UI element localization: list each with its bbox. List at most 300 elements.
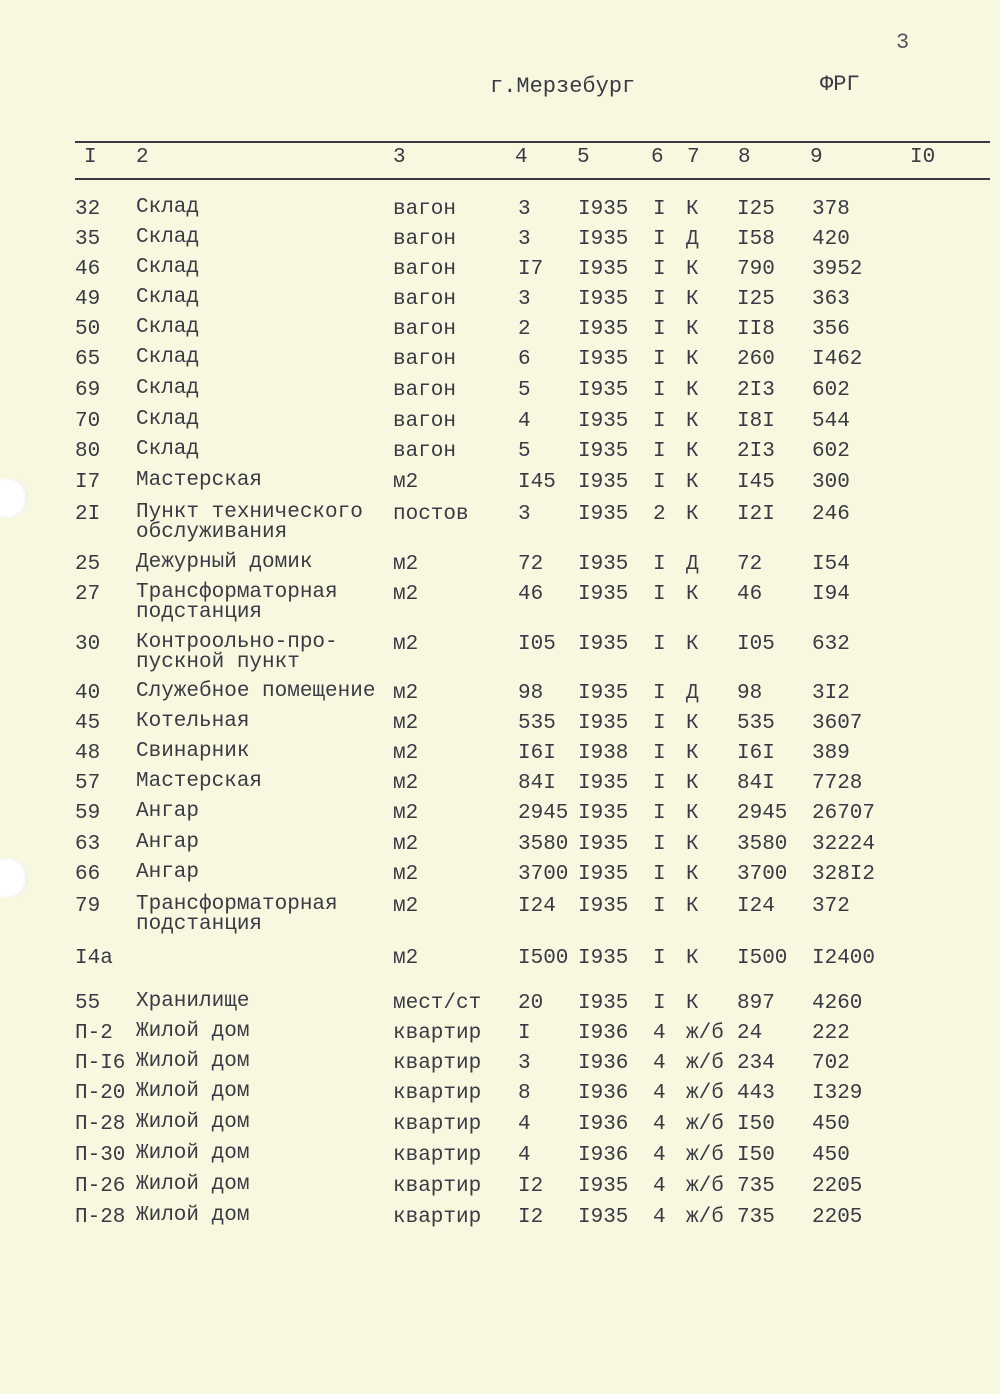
quantity: I24 — [518, 895, 556, 918]
table-row — [0, 895, 1000, 947]
column-7-value: К — [686, 742, 699, 765]
quantity: 4 — [518, 1113, 531, 1136]
row-number: 66 — [75, 863, 101, 886]
unit: м2 — [393, 633, 419, 656]
column-7-value: К — [686, 258, 699, 281]
year-built: I935 — [578, 833, 629, 856]
column-9-value: 7728 — [812, 772, 863, 795]
column-8-value: I25 — [737, 288, 775, 311]
column-9-value: 450 — [812, 1113, 850, 1136]
unit: квартир — [393, 1175, 482, 1198]
column-8-value: I58 — [737, 228, 775, 251]
quantity: 3 — [518, 228, 531, 251]
table-row — [0, 947, 1000, 973]
year-built: I936 — [578, 1082, 629, 1105]
year-built: I935 — [578, 863, 629, 886]
object-name: Трансформаторная подстанция — [136, 581, 338, 624]
quantity: 3 — [518, 503, 531, 526]
year-built: I935 — [578, 1206, 629, 1229]
object-name: Дежурный домик — [136, 551, 313, 574]
column-number: 9 — [810, 146, 823, 169]
quantity: 46 — [518, 583, 544, 606]
year-built: I935 — [578, 440, 629, 463]
column-8-value: 535 — [737, 712, 775, 735]
unit: квартир — [393, 1113, 482, 1136]
column-6-value: 4 — [653, 1175, 666, 1198]
column-9-value: 602 — [812, 379, 850, 402]
unit: м2 — [393, 947, 419, 970]
column-6-value: I — [653, 772, 666, 795]
unit: мест/ст — [393, 992, 482, 1015]
quantity: 535 — [518, 712, 556, 735]
object-name: Склад — [136, 226, 200, 249]
year-built: I935 — [578, 1175, 629, 1198]
column-7-value: К — [686, 379, 699, 402]
table-row — [0, 802, 1000, 828]
quantity: 2 — [518, 318, 531, 341]
table-row — [0, 348, 1000, 374]
column-7-value: К — [686, 633, 699, 656]
column-9-value: 356 — [812, 318, 850, 341]
column-7-value: К — [686, 440, 699, 463]
object-name: Трансформаторная подстанция — [136, 893, 338, 936]
object-name: Склад — [136, 438, 200, 461]
quantity: 84I — [518, 772, 556, 795]
object-name: Жилой дом — [136, 1020, 250, 1043]
column-6-value: I — [653, 471, 666, 494]
row-number: П-28 — [75, 1206, 126, 1229]
column-8-value: 98 — [737, 682, 763, 705]
quantity: 4 — [518, 1144, 531, 1167]
column-8-value: I05 — [737, 633, 775, 656]
unit: вагон — [393, 258, 457, 281]
row-number: 59 — [75, 802, 101, 825]
column-7-value: К — [686, 833, 699, 856]
column-9-value: 246 — [812, 503, 850, 526]
unit: м2 — [393, 712, 419, 735]
row-number: 32 — [75, 198, 101, 221]
column-9-value: 602 — [812, 440, 850, 463]
column-number: 5 — [577, 146, 590, 169]
quantity: 98 — [518, 682, 544, 705]
column-number: I — [84, 146, 97, 169]
column-8-value: I500 — [737, 947, 788, 970]
column-8-value: 735 — [737, 1206, 775, 1229]
row-number: 2I — [75, 503, 101, 526]
row-number: 48 — [75, 742, 101, 765]
column-7-value: К — [686, 947, 699, 970]
column-8-value: I45 — [737, 471, 775, 494]
row-number: 27 — [75, 583, 101, 606]
year-built: I935 — [578, 228, 629, 251]
column-6-value: I — [653, 992, 666, 1015]
row-number: 49 — [75, 288, 101, 311]
column-9-value: 222 — [812, 1022, 850, 1045]
table-row — [0, 1082, 1000, 1108]
column-8-value: 2I3 — [737, 440, 775, 463]
object-name: Ангар — [136, 861, 200, 884]
quantity: I05 — [518, 633, 556, 656]
column-9-value: 544 — [812, 410, 850, 433]
year-built: I935 — [578, 682, 629, 705]
column-6-value: 4 — [653, 1082, 666, 1105]
year-built: I935 — [578, 895, 629, 918]
table-row — [0, 258, 1000, 284]
unit: квартир — [393, 1082, 482, 1105]
object-name: Склад — [136, 256, 200, 279]
table-row — [0, 1206, 1000, 1232]
year-built: I936 — [578, 1144, 629, 1167]
column-number: 3 — [393, 146, 406, 169]
row-number: 50 — [75, 318, 101, 341]
column-9-value: 300 — [812, 471, 850, 494]
table-row — [0, 503, 1000, 555]
table-row — [0, 1144, 1000, 1170]
quantity: 5 — [518, 379, 531, 402]
column-9-value: I329 — [812, 1082, 863, 1105]
table-row — [0, 379, 1000, 405]
column-9-value: 2205 — [812, 1175, 863, 1198]
column-7-value: Д — [686, 553, 699, 576]
column-8-value: 24 — [737, 1022, 763, 1045]
row-number: 30 — [75, 633, 101, 656]
column-6-value: 4 — [653, 1052, 666, 1075]
table-row — [0, 682, 1000, 708]
quantity: I45 — [518, 471, 556, 494]
table-row — [0, 410, 1000, 436]
column-number: 8 — [738, 146, 751, 169]
object-name: Склад — [136, 408, 200, 431]
table-row — [0, 440, 1000, 466]
quantity: 8 — [518, 1082, 531, 1105]
column-6-value: I — [653, 712, 666, 735]
column-7-value: К — [686, 863, 699, 886]
year-built: I935 — [578, 348, 629, 371]
column-6-value: I — [653, 863, 666, 886]
quantity: I2 — [518, 1206, 544, 1229]
column-6-value: I — [653, 802, 666, 825]
column-8-value: 72 — [737, 553, 763, 576]
row-number: П-30 — [75, 1144, 126, 1167]
quantity: 3 — [518, 288, 531, 311]
year-built: I935 — [578, 802, 629, 825]
object-name: Склад — [136, 286, 200, 309]
row-number: 55 — [75, 992, 101, 1015]
column-7-value: К — [686, 471, 699, 494]
column-8-value: I50 — [737, 1113, 775, 1136]
table-row — [0, 742, 1000, 768]
object-name: Контроольно-про- пускной пункт — [136, 631, 338, 674]
object-name: Мастерская — [136, 469, 263, 492]
year-built: I935 — [578, 772, 629, 795]
header-top-rule — [75, 141, 990, 143]
quantity: I6I — [518, 742, 556, 765]
column-7-value: К — [686, 503, 699, 526]
quantity: 3580 — [518, 833, 569, 856]
column-6-value: I — [653, 288, 666, 311]
column-6-value: 4 — [653, 1113, 666, 1136]
unit: постов — [393, 503, 469, 526]
column-9-value: 632 — [812, 633, 850, 656]
object-name: Хранилище — [136, 990, 250, 1013]
year-built: I935 — [578, 258, 629, 281]
column-8-value: I2I — [737, 503, 775, 526]
column-9-value: 420 — [812, 228, 850, 251]
column-7-value: ж/б — [686, 1022, 724, 1045]
column-9-value: 26707 — [812, 802, 876, 825]
column-9-value: 378 — [812, 198, 850, 221]
object-name: Мастерская — [136, 770, 263, 793]
quantity: I500 — [518, 947, 569, 970]
column-7-value: К — [686, 895, 699, 918]
row-number: 45 — [75, 712, 101, 735]
column-8-value: 2I3 — [737, 379, 775, 402]
table-row — [0, 288, 1000, 314]
row-number: 63 — [75, 833, 101, 856]
column-9-value: 3607 — [812, 712, 863, 735]
object-name: Ангар — [136, 800, 200, 823]
column-8-value: 735 — [737, 1175, 775, 1198]
column-7-value: К — [686, 410, 699, 433]
column-7-value: К — [686, 992, 699, 1015]
object-name: Жилой дом — [136, 1080, 250, 1103]
quantity: 3 — [518, 1052, 531, 1075]
column-9-value: 32224 — [812, 833, 876, 856]
column-9-value: I94 — [812, 583, 850, 606]
column-6-value: I — [653, 440, 666, 463]
row-number: 57 — [75, 772, 101, 795]
year-built: I935 — [578, 553, 629, 576]
year-built: I935 — [578, 471, 629, 494]
quantity: 4 — [518, 410, 531, 433]
column-7-value: Д — [686, 682, 699, 705]
row-number: П-I6 — [75, 1052, 126, 1075]
unit: квартир — [393, 1144, 482, 1167]
column-6-value: I — [653, 348, 666, 371]
column-8-value: I50 — [737, 1144, 775, 1167]
table-row — [0, 1052, 1000, 1078]
column-number: 6 — [651, 146, 664, 169]
year-built: I935 — [578, 992, 629, 1015]
column-6-value: I — [653, 947, 666, 970]
column-8-value: 260 — [737, 348, 775, 371]
column-6-value: I — [653, 553, 666, 576]
column-7-value: К — [686, 772, 699, 795]
unit: м2 — [393, 742, 419, 765]
column-7-value: К — [686, 802, 699, 825]
column-9-value: 2205 — [812, 1206, 863, 1229]
table-row — [0, 1022, 1000, 1048]
column-7-value: К — [686, 198, 699, 221]
table-row — [0, 228, 1000, 254]
year-built: I935 — [578, 712, 629, 735]
column-9-value: 3952 — [812, 258, 863, 281]
table-row — [0, 633, 1000, 685]
column-7-value: ж/б — [686, 1113, 724, 1136]
column-6-value: I — [653, 198, 666, 221]
table-row — [0, 471, 1000, 497]
column-8-value: 46 — [737, 583, 763, 606]
column-8-value: 443 — [737, 1082, 775, 1105]
table-row — [0, 583, 1000, 635]
quantity: 5 — [518, 440, 531, 463]
unit: м2 — [393, 682, 419, 705]
row-number: 70 — [75, 410, 101, 433]
column-9-value: 363 — [812, 288, 850, 311]
country-label: ФРГ — [820, 72, 860, 97]
unit: вагон — [393, 348, 457, 371]
unit: м2 — [393, 583, 419, 606]
column-6-value: I — [653, 682, 666, 705]
column-7-value: К — [686, 583, 699, 606]
column-9-value: 328I2 — [812, 863, 876, 886]
column-8-value: 3700 — [737, 863, 788, 886]
quantity: 20 — [518, 992, 544, 1015]
unit: м2 — [393, 802, 419, 825]
column-7-value: К — [686, 348, 699, 371]
column-9-value: 702 — [812, 1052, 850, 1075]
column-7-value: ж/б — [686, 1144, 724, 1167]
row-number: 69 — [75, 379, 101, 402]
row-number: 40 — [75, 682, 101, 705]
column-9-value: 389 — [812, 742, 850, 765]
quantity: 2945 — [518, 802, 569, 825]
column-number: I0 — [910, 146, 936, 169]
unit: вагон — [393, 198, 457, 221]
column-6-value: I — [653, 833, 666, 856]
quantity: 72 — [518, 553, 544, 576]
column-6-value: I — [653, 742, 666, 765]
quantity: 3 — [518, 198, 531, 221]
object-name: Жилой дом — [136, 1204, 250, 1227]
object-name: Котельная — [136, 710, 250, 733]
table-row — [0, 863, 1000, 889]
object-name: Склад — [136, 196, 200, 219]
unit: вагон — [393, 410, 457, 433]
column-9-value: 450 — [812, 1144, 850, 1167]
unit: вагон — [393, 440, 457, 463]
row-number: 65 — [75, 348, 101, 371]
unit: м2 — [393, 833, 419, 856]
column-8-value: I8I — [737, 410, 775, 433]
unit: квартир — [393, 1052, 482, 1075]
unit: м2 — [393, 553, 419, 576]
row-number: П-28 — [75, 1113, 126, 1136]
column-6-value: I — [653, 258, 666, 281]
object-name: Склад — [136, 316, 200, 339]
table-row — [0, 772, 1000, 798]
object-name: Свинарник — [136, 740, 250, 763]
year-built: I936 — [578, 1113, 629, 1136]
object-name: Жилой дом — [136, 1111, 250, 1134]
column-6-value: I — [653, 379, 666, 402]
column-6-value: 4 — [653, 1206, 666, 1229]
column-8-value: I24 — [737, 895, 775, 918]
column-7-value: Д — [686, 228, 699, 251]
table-row — [0, 1113, 1000, 1139]
column-9-value: I2400 — [812, 947, 876, 970]
column-8-value: 2945 — [737, 802, 788, 825]
year-built: I935 — [578, 947, 629, 970]
unit: м2 — [393, 772, 419, 795]
column-8-value: I25 — [737, 198, 775, 221]
unit: вагон — [393, 288, 457, 311]
column-6-value: 4 — [653, 1144, 666, 1167]
column-9-value: 4260 — [812, 992, 863, 1015]
column-8-value: 790 — [737, 258, 775, 281]
column-8-value: II8 — [737, 318, 775, 341]
object-name: Жилой дом — [136, 1142, 250, 1165]
column-number: 7 — [687, 146, 700, 169]
table-row — [0, 1175, 1000, 1201]
year-built: I936 — [578, 1052, 629, 1075]
row-number: I7 — [75, 471, 101, 494]
column-6-value: 4 — [653, 1022, 666, 1045]
unit: квартир — [393, 1022, 482, 1045]
unit: м2 — [393, 863, 419, 886]
object-name: Ангар — [136, 831, 200, 854]
table-row — [0, 712, 1000, 738]
column-number: 2 — [136, 146, 149, 169]
table-row — [0, 833, 1000, 859]
column-6-value: I — [653, 633, 666, 656]
unit: вагон — [393, 379, 457, 402]
object-name: Склад — [136, 346, 200, 369]
row-number: I4а — [75, 947, 113, 970]
year-built: I938 — [578, 742, 629, 765]
year-built: I935 — [578, 198, 629, 221]
unit: вагон — [393, 318, 457, 341]
object-name: Жилой дом — [136, 1173, 250, 1196]
column-8-value: 897 — [737, 992, 775, 1015]
column-9-value: 372 — [812, 895, 850, 918]
year-built: I935 — [578, 288, 629, 311]
column-7-value: К — [686, 712, 699, 735]
column-7-value: ж/б — [686, 1206, 724, 1229]
table-row — [0, 198, 1000, 224]
quantity: I2 — [518, 1175, 544, 1198]
unit: м2 — [393, 471, 419, 494]
column-7-value: ж/б — [686, 1082, 724, 1105]
year-built: I935 — [578, 633, 629, 656]
column-6-value: I — [653, 318, 666, 341]
column-9-value: I54 — [812, 553, 850, 576]
year-built: I935 — [578, 318, 629, 341]
unit: вагон — [393, 228, 457, 251]
year-built: I935 — [578, 583, 629, 606]
year-built: I935 — [578, 410, 629, 433]
column-6-value: 2 — [653, 503, 666, 526]
year-built: I935 — [578, 379, 629, 402]
column-7-value: К — [686, 288, 699, 311]
row-number: 80 — [75, 440, 101, 463]
quantity: I7 — [518, 258, 544, 281]
column-6-value: I — [653, 895, 666, 918]
column-8-value: 234 — [737, 1052, 775, 1075]
city-title: г.Мерзебург — [490, 74, 636, 99]
table-row — [0, 318, 1000, 344]
row-number: П-2 — [75, 1022, 113, 1045]
object-name: Склад — [136, 377, 200, 400]
table-row — [0, 553, 1000, 579]
column-8-value: 3580 — [737, 833, 788, 856]
object-name: Жилой дом — [136, 1050, 250, 1073]
quantity: I — [518, 1022, 531, 1045]
column-7-value: К — [686, 318, 699, 341]
unit: м2 — [393, 895, 419, 918]
year-built: I935 — [578, 503, 629, 526]
column-6-value: I — [653, 410, 666, 433]
